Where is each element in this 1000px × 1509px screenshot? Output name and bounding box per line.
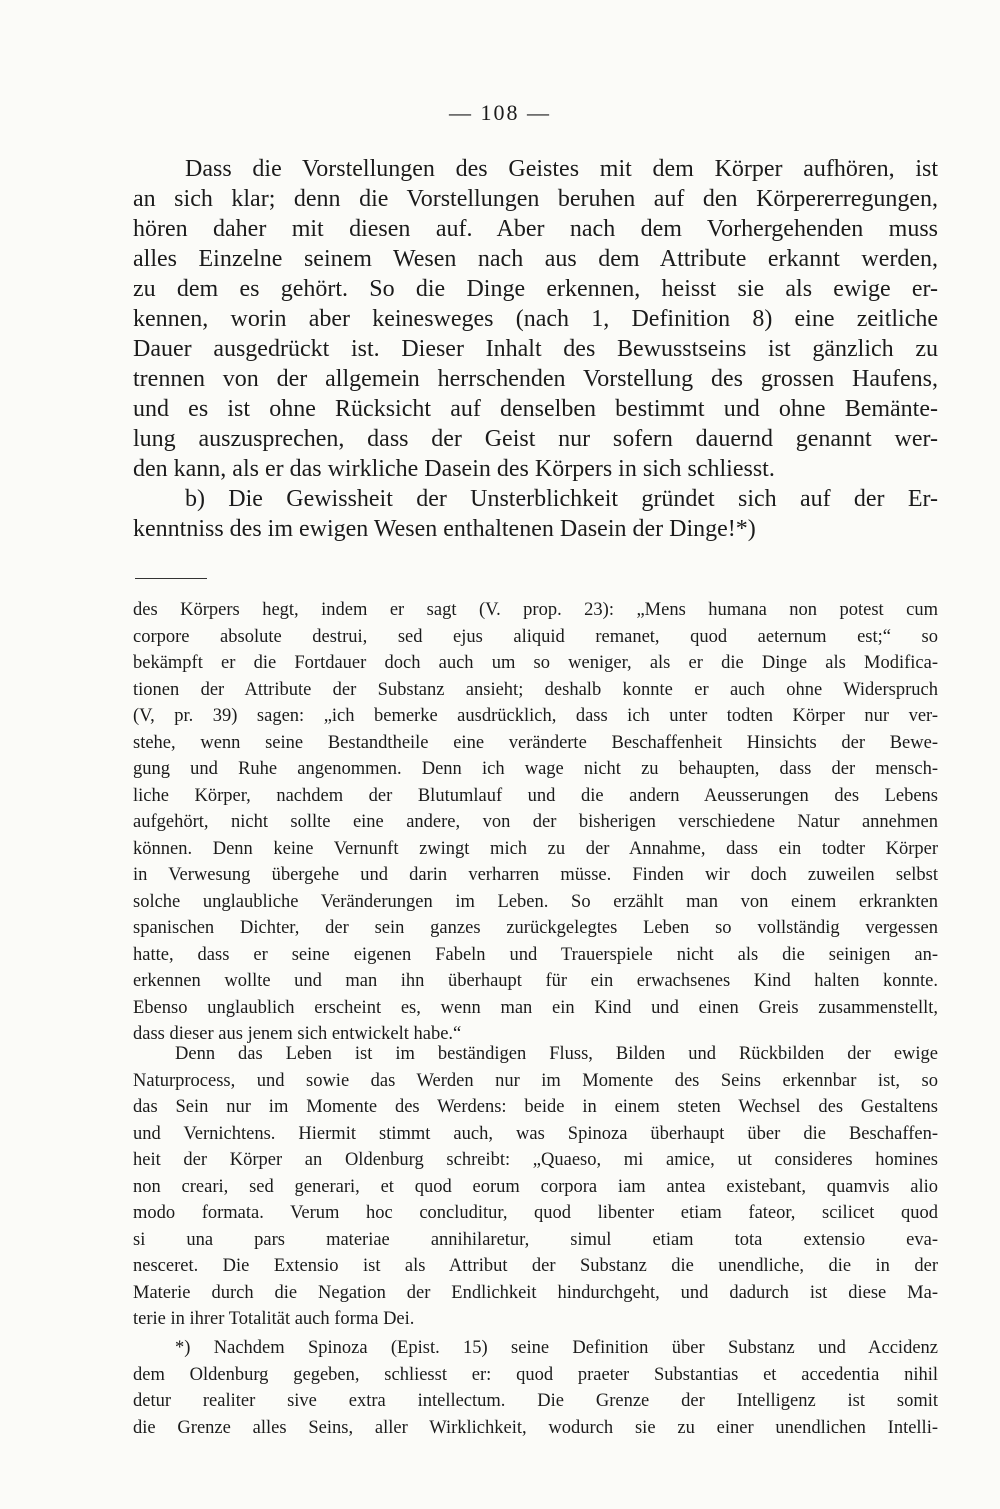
footnote-line: in Verwesung übergehe und darin verharren müsse. Finden wir doch zuweilen selbst bbox=[133, 865, 938, 885]
footnote-line: (V, pr. 39) sagen: „ich bemerke ausdrücklich, dass ich unter todten Körper nur ver- bbox=[133, 706, 938, 726]
text-line: kenntniss des im ewigen Wesen enthaltenen Dasein der Dinge!*) bbox=[133, 516, 756, 542]
main-text-block bbox=[133, 154, 938, 544]
footnote-line: Materie durch die Negation der Endlichkeit hindurchgeht, und dadurch ist diese Ma- bbox=[133, 1282, 938, 1303]
footnote-line: tionen der Attribute der Substanz ansieht; deshalb konnte er auch ohne Widerspruch bbox=[133, 679, 938, 700]
footnote-line: gung und Ruhe angenommen. Denn ich wage nicht zu behaupten, dass der mensch- bbox=[133, 759, 938, 779]
footnote-line: detur realiter sive extra intellectum. Die Grenze der Intelligenz ist somit bbox=[133, 1391, 938, 1411]
footnote-rule bbox=[135, 578, 207, 579]
text-line: alles Einzelne seinem Wesen nach aus dem Attribute erkannt werden, bbox=[133, 246, 938, 272]
footnote-line: spanischen Dichter, der sein ganzes zurückgelegtes Leben so vollständig vergessen bbox=[133, 918, 938, 938]
text-line: zu dem es gehört. So die Dinge erkennen, heisst sie als ewige er- bbox=[133, 276, 938, 302]
text-line: Dass die Vorstellungen des Geistes mit dem Körper aufhören, ist bbox=[185, 156, 938, 182]
footnote-line: si una pars materiae annihilaretur, simul etiam tota extensio eva- bbox=[133, 1229, 938, 1250]
footnote-line: nesceret. Die Extensio ist als Attribut der Substanz die unendliche, die in der bbox=[133, 1256, 938, 1276]
text-line: b) Die Gewissheit der Unsterblichkeit gründet sich auf der Er- bbox=[185, 486, 938, 512]
page-number-header: — 108 — bbox=[449, 100, 551, 125]
footnote-line: corpore absolute destrui, sed ejus aliquid remanet, quod aeternum est;“ so bbox=[133, 626, 938, 647]
footnote-line: terie in ihrer Totalität auch forma Dei. bbox=[133, 1309, 415, 1329]
text-line: an sich klar; denn die Vorstellungen beruhen auf den Körpererregungen, bbox=[133, 186, 938, 212]
footnote-line: dass dieser aus jenem sich entwickelt habe.“ bbox=[133, 1024, 462, 1044]
text-line: lung auszusprechen, dass der Geist nur sofern dauernd genannt wer- bbox=[133, 426, 938, 452]
footnote-line: modo formata. Verum hoc concluditur, quod libenter etiam fateor, scilicet quod bbox=[133, 1203, 938, 1223]
footnote-line: bekämpft er die Fortdauer doch auch um so weniger, als er die Dinge als Modifica- bbox=[133, 653, 938, 673]
footnote-line: non creari, sed generari, et quod eorum corpora iam antea existebant, quamvis alio bbox=[133, 1176, 938, 1197]
footnote-line: dem Oldenburg gegeben, schliesst er: quod praeter Substantias et accedentia nihil bbox=[133, 1364, 938, 1385]
footnote-line: Ebenso unglaublich erscheint es, wenn man ein Kind und einen Greis zusammenstellt, bbox=[133, 997, 938, 1018]
footnote-line: liche Körper, nachdem der Blutumlauf und die andern Aeusserungen des Lebens bbox=[133, 785, 938, 806]
text-line: hören daher mit diesen auf. Aber nach dem Vorhergehenden muss bbox=[133, 216, 938, 242]
text-line: trennen von der allgemein herrschenden Vorstellung des grossen Haufens, bbox=[133, 366, 938, 392]
footnote-star-block bbox=[133, 1335, 938, 1441]
footnote-paragraph-block bbox=[133, 1041, 938, 1333]
text-line: den kann, als er das wirkliche Dasein des Körpers in sich schliesst. bbox=[133, 456, 775, 482]
footnote-line: stehe, wenn seine Bestandtheile eine veränderte Beschaffenheit Hinsichts der Bewe- bbox=[133, 732, 938, 753]
text-line: kennen, worin aber keinesweges (nach 1, Definition 8) eine zeitliche bbox=[133, 306, 938, 332]
footnote-line: und Vernichtens. Hiermit stimmt auch, was Spinoza überhaupt über die Beschaffen- bbox=[133, 1123, 938, 1144]
footnote-line: *) Nachdem Spinoza (Epist. 15) seine Definition über Substanz und Accidenz bbox=[175, 1338, 938, 1358]
footnote-line: aufgehört, nicht sollte eine andere, von der bisherigen verschiedene Natur annehmen bbox=[133, 812, 938, 832]
text-line: und es ist ohne Rücksicht auf denselben bestimmt und ohne Bemänte- bbox=[133, 396, 938, 422]
footnote-line: des Körpers hegt, indem er sagt (V. prop. 23): „Mens humana non potest cum bbox=[133, 600, 938, 620]
footnote-line: Naturprocess, und sowie das Werden nur im Momente des Seins erkennbar ist, so bbox=[133, 1070, 938, 1091]
footnote-line: hatte, dass er seine eigenen Fabeln und Trauerspiele nicht als die seinigen an- bbox=[133, 944, 938, 965]
footnote-continuation-block bbox=[133, 597, 938, 1048]
footnote-line: die Grenze alles Seins, aller Wirklichkeit, wodurch sie zu einer unendlichen Intelli- bbox=[133, 1417, 938, 1438]
footnote-line: können. Denn keine Vernunft zwingt mich zu der Annahme, dass ein todter Körper bbox=[133, 838, 938, 859]
footnote-line: das Sein nur im Momente des Werdens: beide in einem steten Wechsel des Gestaltens bbox=[133, 1097, 938, 1117]
footnote-line: solche unglaubliche Veränderungen im Leben. So erzählt man von einem erkrankten bbox=[133, 891, 938, 912]
text-line: Dauer ausgedrückt ist. Dieser Inhalt des Bewusstseins ist gänzlich zu bbox=[133, 336, 938, 362]
footnote-line: heit der Körper an Oldenburg schreibt: „Quaeso, mi amice, ut consideres homines bbox=[133, 1150, 938, 1170]
footnote-line: Denn das Leben ist im beständigen Fluss, Bilden und Rückbilden der ewige bbox=[175, 1044, 938, 1064]
footnote-line: erkennen wollte und man ihn überhaupt für ein erwachsenes Kind halten konnte. bbox=[133, 971, 938, 991]
